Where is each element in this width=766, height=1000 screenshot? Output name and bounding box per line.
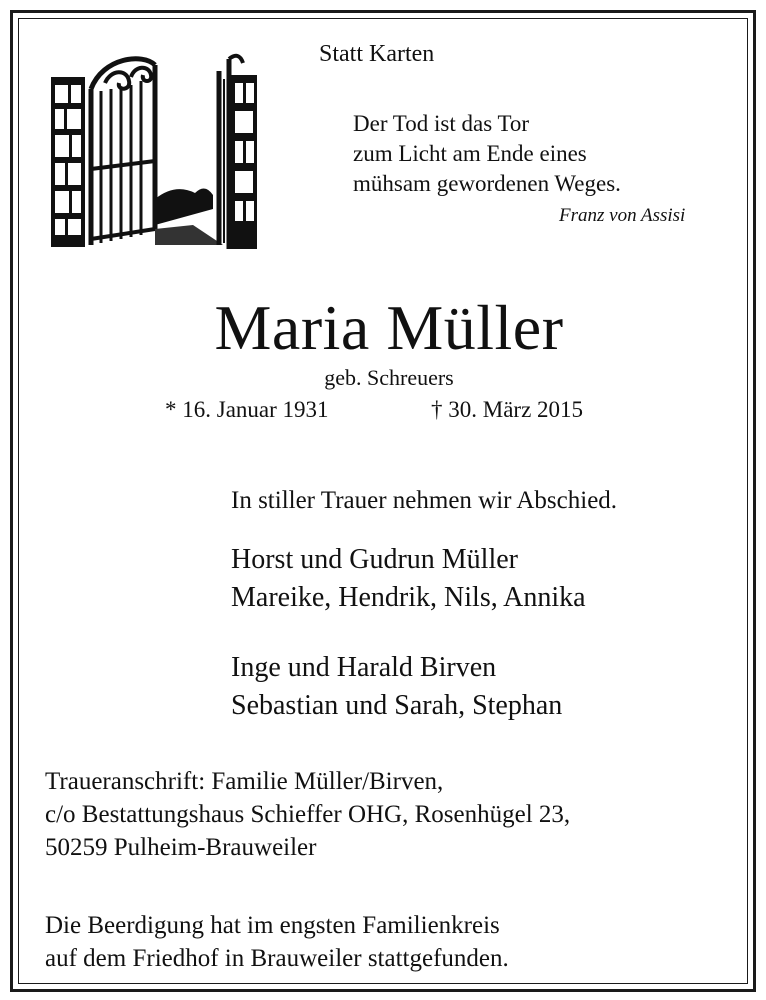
- background-foliage: [155, 188, 223, 245]
- quote-block: [353, 109, 733, 199]
- address-line: Traueranschrift: Familie Müller/Birven,: [45, 768, 444, 795]
- funeral-line: auf dem Friedhof in Brauweiler stattgefunden.: [45, 945, 509, 972]
- mourner-line: Horst und Gudrun Müller: [231, 544, 518, 575]
- statt-karten-note: Statt Karten: [319, 41, 435, 67]
- quote-author: Franz von Assisi: [559, 205, 686, 226]
- mourner-group: [231, 541, 586, 617]
- quote-line: zum Licht am Ende eines: [353, 141, 587, 166]
- address-line: 50259 Pulheim-Brauweiler: [45, 834, 317, 861]
- mourner-group: [231, 649, 562, 725]
- right-pillar: [231, 75, 257, 249]
- mourner-line: Sebastian und Sarah, Stephan: [231, 690, 563, 721]
- birth-date: * 16. Januar 1931: [165, 397, 329, 422]
- death-date: † 30. März 2015: [431, 397, 584, 422]
- mourner-line: Mareike, Hendrik, Nils, Annika: [231, 582, 586, 613]
- mourner-line: Inge und Harald Birven: [231, 652, 497, 683]
- left-gate-leaf: [91, 59, 155, 245]
- farewell-text: In stiller Trauer nehmen wir Abschied.: [231, 487, 618, 514]
- birth-name: geb. Schreuers: [324, 365, 454, 390]
- notice-frame: [10, 10, 756, 992]
- funeral-note: [45, 909, 509, 975]
- notice-inner-frame: [18, 18, 748, 984]
- mourning-address: [45, 765, 570, 864]
- address-line: c/o Bestattungshaus Schieffer OHG, Rosenhügel 23,: [45, 801, 571, 828]
- funeral-line: Die Beerdigung hat im engsten Familienkreis: [45, 912, 500, 939]
- deceased-name: Maria Müller: [214, 292, 564, 363]
- quote-line: Der Tod ist das Tor: [353, 111, 530, 136]
- left-pillar: [51, 77, 85, 247]
- quote-line: mühsam gewordenen Weges.: [353, 171, 621, 196]
- open-gate-illustration: [43, 49, 259, 254]
